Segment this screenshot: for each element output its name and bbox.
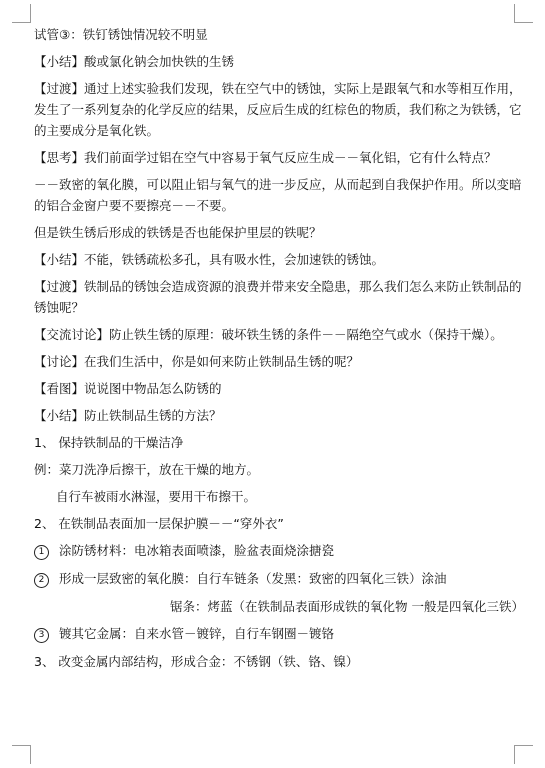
paragraph-oxide-film: －－致密的氧化膜，可以阻止铝与氧气的进一步反应，从而起到自我保护作用。所以变暗	[34, 177, 522, 192]
paragraph-test-tube-3: 试管③：铁钉锈蚀情况较不明显	[34, 27, 208, 42]
method-1-example-bike: 自行车被雨水淋湿，要用干布擦干。	[56, 489, 257, 504]
method-3-heading: 3、 改变金属内部结构，形成合金：不锈钢（铁、铬、镍）	[34, 654, 359, 669]
paragraph-question-rust: 但是铁生锈后形成的铁锈是否也能保护里层的铁呢？	[34, 225, 322, 240]
crop-mark-bottom-left	[12, 745, 31, 764]
method-2-item-2-saw: 锯条：烤蓝（在铁制品表面形成铁的氧化物 一般是四氧化三铁）	[170, 599, 524, 614]
crop-mark-top-right	[514, 4, 533, 23]
method-2-item-2	[34, 570, 530, 588]
paragraph-summary-rust: 【小结】不能，铁锈疏松多孔，具有吸水性，会加速铁的锈蚀。	[34, 252, 385, 267]
paragraph-oxide-film-end: 的铝合金窗户要不要擦亮－－不要。	[34, 198, 235, 213]
method-1-example-knife: 例：菜刀洗净后擦干，放在干燥的地方。	[34, 462, 260, 477]
document-body	[34, 26, 530, 680]
circled-number-1: 1	[34, 545, 49, 560]
paragraph-think: 【思考】我们前面学过铝在空气中容易于氧气反应生成－－氧化铝，它有什么特点？	[34, 150, 497, 165]
paragraph-transition-2-end: 锈蚀呢？	[34, 300, 85, 315]
paragraph-discuss-life: 【讨论】在我们生活中，你是如何来防止铁制品生锈的呢？	[34, 354, 360, 369]
crop-mark-bottom-right	[514, 745, 533, 764]
paragraph-transition-1: 【过渡】通过上述实验我们发现，铁在空气中的锈蚀，实际上是跟氧气和水等相互作用，	[34, 81, 522, 96]
circled-number-2: 2	[34, 573, 49, 588]
method-2-item-2-text: 形成一层致密的氧化膜：自行车链条（发黑：致密的四氧化三铁）涂油	[59, 571, 447, 586]
method-1-heading: 1、 保持铁制品的干燥洁净	[34, 435, 184, 450]
circled-number-3: 3	[34, 628, 49, 643]
paragraph-summary-salt: 【小结】酸或氯化钠会加快铁的生锈	[34, 54, 235, 69]
paragraph-transition-1-cont: 发生了一系列复杂的化学反应的结果，反应后生成的红棕色的物质，我们称之为铁锈，它	[34, 102, 522, 117]
paragraph-transition-2: 【过渡】铁制品的锈蚀会造成资源的浪费并带来安全隐患，那么我们怎么来防止铁制品的	[34, 279, 522, 294]
crop-mark-top-left	[12, 4, 31, 23]
paragraph-transition-1-end: 的主要成分是氧化铁。	[34, 123, 160, 138]
method-2-item-1	[34, 542, 530, 560]
method-2-item-3	[34, 625, 530, 643]
paragraph-summary-methods: 【小结】防止铁制品生锈的方法？	[34, 408, 222, 423]
method-2-item-1-text: 涂防锈材料：电冰箱表面喷漆，脸盆表面烧涂搪瓷	[59, 543, 335, 558]
method-2-item-3-text: 镀其它金属：自来水管－镀锌，自行车钢圈－镀铬	[59, 626, 335, 641]
paragraph-look-picture: 【看图】说说图中物品怎么防锈的	[34, 381, 222, 396]
method-2-heading: 2、 在铁制品表面加一层保护膜－－“穿外衣”	[34, 516, 284, 531]
paragraph-discussion: 【交流讨论】防止铁生锈的原理：破坏铁生锈的条件－－隔绝空气或水（保持干燥）。	[34, 327, 503, 342]
